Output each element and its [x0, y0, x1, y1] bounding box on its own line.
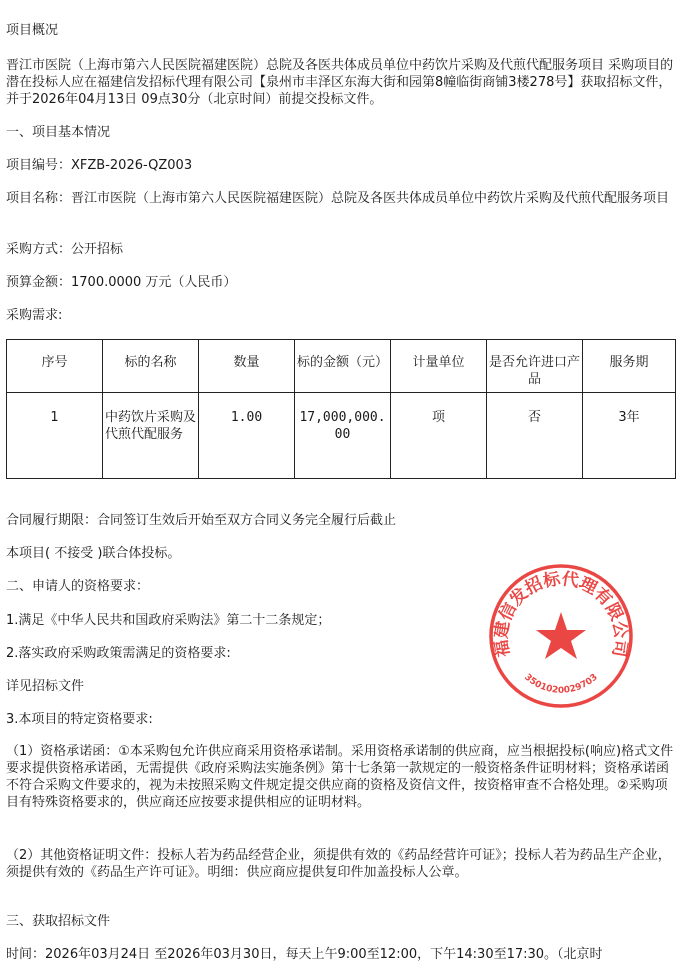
section1-title: 一、项目基本情况: [6, 125, 111, 140]
seal-star-icon: [536, 612, 586, 659]
section2-title: 二、申请人的资格要求：: [6, 579, 150, 594]
contract-period: 合同履行期限：合同签订生效后开始至双方合同义务完全履行后截止: [6, 513, 397, 528]
demand-label: 采购需求:: [6, 308, 63, 323]
cell-unit: 项: [391, 393, 487, 479]
budget-amount: 预算金额：1700.0000 万元（人民币）: [6, 275, 237, 290]
section3-title: 三、获取招标文件: [6, 914, 111, 929]
project-name: 项目名称：晋江市医院（上海市第六人民医院福建医院）总院及各医共体成员单位中药饮片采购及代煎代配服务项目: [6, 191, 670, 206]
cell-index: 1: [7, 393, 103, 479]
seal-code-text: 3501020029703: [522, 672, 600, 696]
requirement-3-item-2: （2）其他资格证明文件：投标人若为药品经营企业，须提供有效的《药品经营许可证》；投标人若为药品生产企业，须提供有效的《药品生产许可证》。明细：供应商应提供复印件加盖投标人公章。: [6, 848, 671, 880]
header-quantity: 数量: [199, 340, 295, 393]
purchase-method: 采购方式：公开招标: [6, 242, 124, 257]
cell-import-allowed: 否: [487, 393, 583, 479]
seal-company-text: 福建信发招标代理有限公司: [491, 569, 631, 659]
requirement-3-item-1: （1）资格承诺函：①本采购包允许供应商采用资格承诺制。采用资格承诺制的供应商，应当根据投标(响应)格式文件要求提供资格承诺函，无需提供《政府采购法实施条例》第十七条第一款规定的一般资格条件证明材料；资格承诺函不符合采购文件要求的，视为未按照采购文件规定提交供应商的资格及资信文件，按资格审查不合格处理。②采购项目有特殊资格要求的，供应商还应按要求提供相应的证明材料。: [6, 744, 674, 810]
time-line: 时间：2026年03月24日 至2026年03月30日，每天上午9:00至12:00，下午14:30至17:30。（北京时: [6, 947, 603, 962]
header-amount: 标的金额（元）: [295, 340, 391, 393]
table-row: [7, 393, 676, 479]
cell-item-name: 中药饮片采购及代煎代配服务: [103, 393, 199, 479]
cell-quantity: 1.00: [199, 393, 295, 479]
procurement-table: [6, 339, 676, 479]
cell-amount: 17,000,000.00: [295, 393, 391, 479]
requirement-3: 3.本项目的特定资格要求:: [6, 712, 153, 727]
header-service-period: 服务期: [583, 340, 676, 393]
header-import-allowed: 是否允许进口产品: [487, 340, 583, 393]
consortium-statement: 本项目( 不接受 )联合体投标。: [6, 546, 181, 561]
requirement-1: 1.满足《中华人民共和国政府采购法》第二十二条规定；: [6, 613, 331, 628]
table-header-row: [7, 340, 676, 393]
cell-service-period: 3年: [583, 393, 676, 479]
header-item-name: 标的名称: [103, 340, 199, 393]
company-seal-stamp: [487, 562, 635, 710]
project-number: 项目编号：XFZB-2026-QZ003: [6, 158, 193, 173]
requirement-2: 2.落实政府采购政策需满足的资格要求:: [6, 646, 231, 661]
header-unit: 计量单位: [391, 340, 487, 393]
section-overview-title: 项目概况: [6, 23, 59, 38]
header-index: 序号: [7, 340, 103, 393]
overview-paragraph: 晋江市医院（上海市第六人民医院福建医院）总院及各医共体成员单位中药饮片采购及代煎代配服务项目 采购项目的潜在投标人应在福建信发招标代理有限公司【泉州市丰泽区东海大街和园第8幢临街商铺3楼278号】获取招标文件，并于2026年04月13日 09点30分（北京时间）前提交投标文件。: [6, 58, 674, 107]
requirement-2-detail: 详见招标文件: [6, 679, 85, 694]
